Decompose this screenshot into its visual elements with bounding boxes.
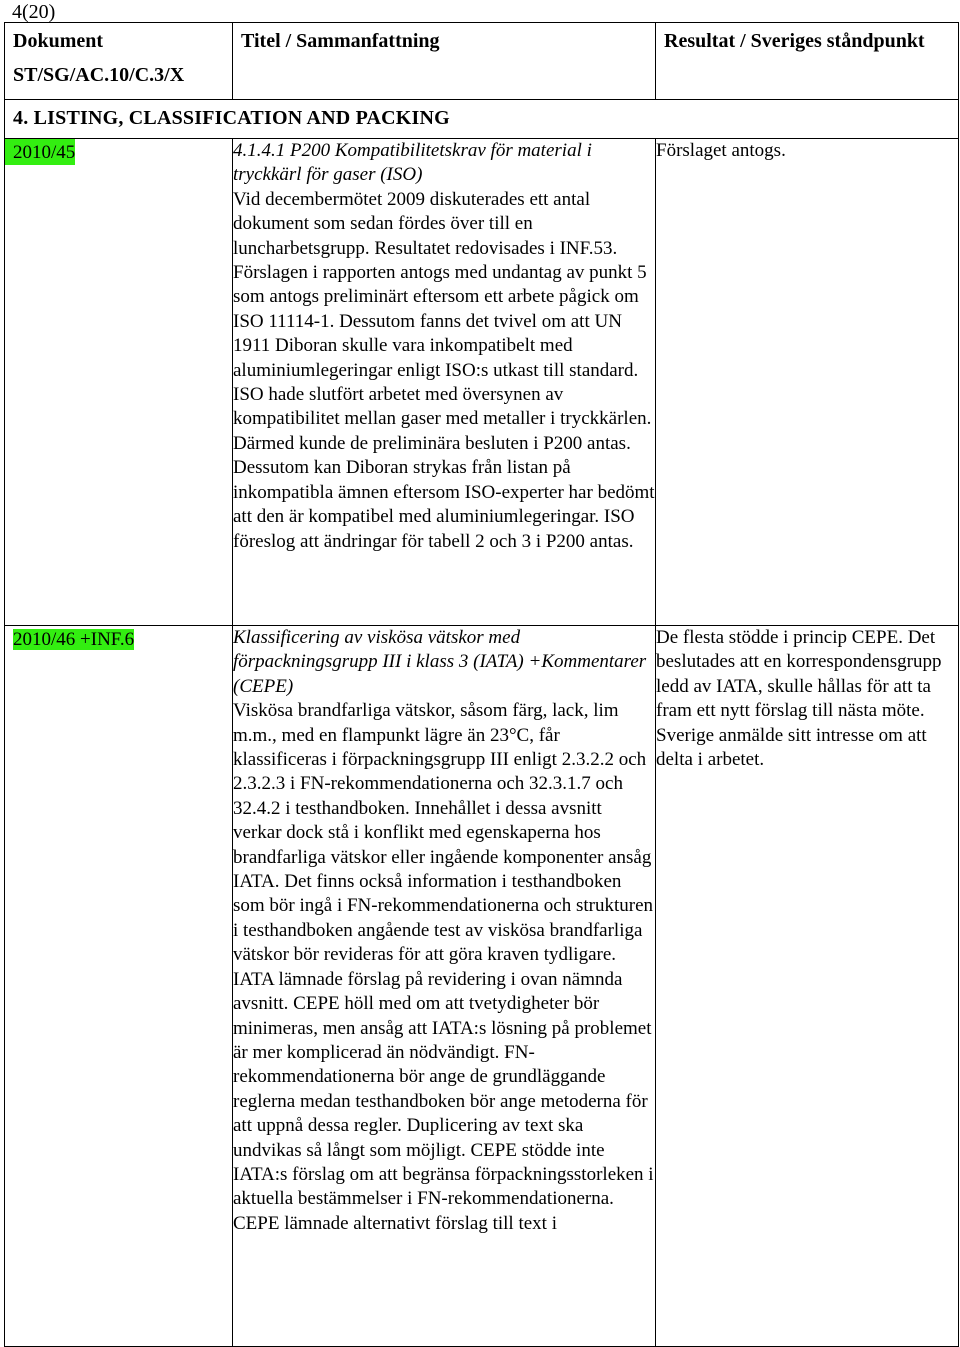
- section-cell: [5, 100, 959, 139]
- header-cell-result: [656, 23, 959, 100]
- header-cell-document: [5, 23, 233, 100]
- item-summary: Vid decembermötet 2009 diskuterades ett antal dokument som sedan fördes över till en luncharbetsgrupp. Resultatet redovisades i INF.53. Förslagen i rapporten antogs med undantag av punkt 5 som antogs preliminärt eftersom ett arbete pågick om ISO 11114-1. Dessutom fanns det tvivel om att UN 1911 Diboran skulle vara inkompatibelt med aluminiumlegeringar enligt ISO:s utkast till standard. ISO hade slutfört arbetet med översynen av kompatibilitet mellan gaser med metaller i tryckkärlen. Därmed kunde de preliminära besluten i P200 antas. Dessutom kan Diboran strykas från listan på inkompatibla ämnen eftersom ISO-experter har bedömt att den är kompatibel med aluminiumlegeringar. ISO föreslog att ändringar för tabell 2 och 3 i P200 antas.: [233, 188, 655, 552]
- section-title: 4. LISTING, CLASSIFICATION AND PACKING: [13, 107, 450, 129]
- doc-ref-cell: [5, 139, 233, 626]
- table-header-row: [5, 23, 959, 100]
- doc-ref: 2010/45: [5, 139, 75, 165]
- table-row: [5, 139, 959, 626]
- table-row: [5, 626, 959, 1347]
- item-heading: Klassificering av viskösa vätskor med förpackningsgrupp III i klass 3 (IATA) +Kommentarer (CEPE): [233, 627, 647, 697]
- doc-ref-suffix: +INF.6: [75, 629, 135, 650]
- result-cell: [656, 139, 959, 626]
- header-title-label: Titel / Sammanfattning: [241, 30, 440, 52]
- section-row: [5, 100, 959, 139]
- doc-ref-wrapper: [5, 626, 134, 652]
- summary-cell: [233, 626, 656, 1347]
- item-result: Förslaget antogs.: [656, 140, 786, 161]
- item-result: De flesta stödde i princip CEPE. Det beslutades att en korrespondensgrupp ledd av IATA, skulle hållas för att ta fram ett nytt förslag till nästa möte. Sverige anmälde sitt intresse om att delta i arbetet.: [656, 627, 942, 771]
- header-result-label: Resultat / Sveriges ståndpunkt: [664, 30, 925, 52]
- header-document-code: ST/SG/AC.10/C.3/X: [13, 64, 185, 86]
- result-cell: [656, 626, 959, 1347]
- item-heading: 4.1.4.1 P200 Kompatibilitetskrav för material i tryckkärl för gaser (ISO): [233, 140, 592, 186]
- item-summary: Viskösa brandfarliga vätskor, såsom färg, lack, lim m.m., med en flampunkt lägre än 23°C, får klassificeras i förpackningsgrupp III enligt 2.3.2.2 och 2.3.2.3 i FN-rekommendationerna och 32.3.1.7 och 32.4.2 i testhandboken. Innehållet i dessa avsnitt verkar dock stå i konflikt med egenskaperna hos brandfarliga vätskor eller ingående komponenter ansåg IATA. Det finns också information i testhandboken som bör ingå i FN-rekommendationerna och strukturen i testhandboken angående test av viskösa brandfarliga vätskor bör revideras för att göra kraven tydligare. IATA lämnade förslag på revidering i ovan nämnda avsnitt. CEPE höll med om att tvetydigheter bör minimeras, men ansåg att IATA:s lösning på problemet är mer komplicerad än nödvändigt. FN-rekommendationerna bör ange de grundläggande reglerna medan testhandboken bör ange metoderna för att uppnå dessa regler. Duplicering av text ska undvikas så långt som möjligt. CEPE stödde inte IATA:s förslag om att begränsa förpackningsstorleken i aktuella bestämmelser i FN-rekommendationerna. CEPE lämnade alternativt förslag till text i: [233, 700, 654, 1234]
- page-number: 4(20): [12, 1, 56, 23]
- decision-table: [4, 22, 959, 1347]
- summary-cell: [233, 139, 656, 626]
- doc-ref-highlighted: 2010/46: [13, 629, 76, 650]
- header-cell-title: [233, 23, 656, 100]
- header-document-label: Dokument: [13, 30, 104, 52]
- doc-ref-cell: [5, 626, 233, 1347]
